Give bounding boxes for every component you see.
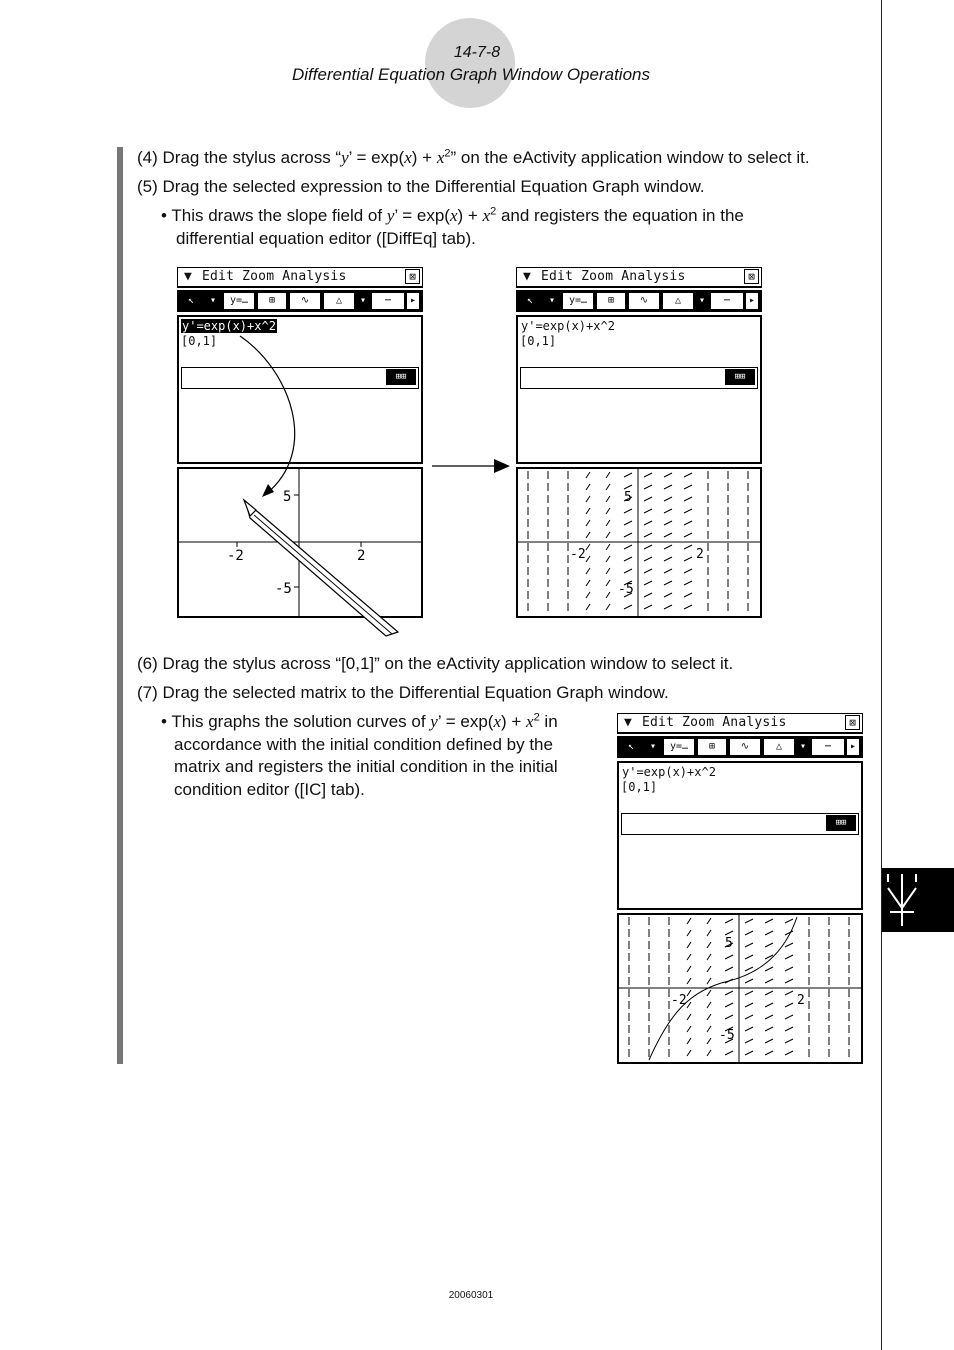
slope-mark — [606, 472, 610, 478]
tick-label-x-neg: -2 — [227, 548, 244, 564]
matrix-text[interactable]: [0,1] — [181, 334, 218, 348]
keypad-icon[interactable]: ⊞⊞ — [386, 369, 416, 385]
equation-button[interactable]: y=… — [663, 738, 695, 756]
slope-mark — [725, 919, 733, 923]
tick-label-y-neg: -5 — [719, 1028, 735, 1043]
slope-mark — [707, 918, 711, 924]
slope-mark — [745, 955, 753, 959]
graph-icon[interactable]: ∿ — [628, 292, 660, 310]
zoom-box-icon[interactable]: ⊞ — [257, 292, 287, 310]
slope-mark — [687, 1038, 691, 1044]
slope-mark — [725, 1003, 733, 1007]
slope-mark — [707, 1014, 711, 1020]
slope-mark — [785, 979, 793, 983]
grid-icon[interactable]: ⋯ — [371, 292, 405, 310]
slope-mark — [707, 1038, 711, 1044]
tick-label-y-pos: 5 — [725, 936, 733, 951]
slope-mark — [644, 605, 652, 609]
slope-mark — [725, 1051, 733, 1055]
slope-mark — [707, 990, 711, 996]
slope-mark — [745, 931, 753, 935]
slope-mark — [606, 604, 610, 610]
slope-mark — [687, 1026, 691, 1032]
input-line[interactable] — [621, 813, 859, 835]
slope-mark — [785, 1003, 793, 1007]
slope-mark — [606, 496, 610, 502]
grid-icon[interactable]: ⋯ — [811, 738, 845, 756]
drag-arrowhead — [262, 484, 274, 497]
pointer-icon[interactable]: ↖ — [518, 292, 542, 310]
chevron-down-icon[interactable]: ▾ — [205, 292, 221, 310]
slope-mark — [684, 509, 692, 513]
step-5: (5) Drag the selected expression to the Differential Equation Graph window. — [137, 177, 705, 196]
slope-mark — [586, 532, 590, 538]
slope-mark — [684, 569, 692, 573]
slope-mark — [586, 580, 590, 586]
tick-label-y-pos: 5 — [283, 489, 292, 505]
slope-mark — [664, 497, 672, 501]
chapter-tab — [882, 868, 954, 932]
slope-mark — [664, 569, 672, 573]
tick-label-x-pos: 2 — [357, 548, 366, 564]
stylus-icon — [244, 500, 398, 636]
slope-mark — [586, 604, 590, 610]
slope-mark — [765, 943, 773, 947]
step-6: (6) Drag the stylus across “[0,1]” on the eActivity application window to select it. — [137, 654, 734, 673]
slope-mark — [684, 593, 692, 597]
grid-icon[interactable]: ⋯ — [710, 292, 744, 310]
slope-field-svg — [518, 469, 760, 616]
slope-mark — [785, 991, 793, 995]
slope-mark — [606, 544, 610, 550]
slope-mark — [644, 581, 652, 585]
chevron-down-icon[interactable]: ▾ — [695, 292, 709, 310]
step-7: (7) Drag the selected matrix to the Differential Equation Graph window. — [137, 683, 669, 702]
tick-label-y-neg: -5 — [275, 581, 292, 597]
slope-mark — [586, 472, 590, 478]
slope-mark — [765, 1051, 773, 1055]
slope-mark — [586, 556, 590, 562]
slope-mark — [586, 520, 590, 526]
menu-items[interactable]: Edit Zoom Analysis — [202, 269, 347, 284]
slope-mark — [606, 508, 610, 514]
slope-mark — [745, 1015, 753, 1019]
sketch-icon[interactable]: △ — [662, 292, 694, 310]
slope-mark — [664, 557, 672, 561]
slope-mark — [664, 593, 672, 597]
slope-mark — [707, 930, 711, 936]
eactivity-window — [617, 761, 863, 910]
step-7-bullet: • This graphs the solution curves of y’ = $\exp(x) + x^2$ in — [161, 711, 558, 731]
slope-mark — [684, 581, 692, 585]
slope-mark — [725, 991, 733, 995]
slope-mark — [624, 521, 632, 525]
slope-mark — [684, 545, 692, 549]
slope-mark — [606, 484, 610, 490]
menu-bar — [617, 713, 863, 734]
slope-mark — [606, 532, 610, 538]
slope-mark — [765, 967, 773, 971]
scroll-right-icon[interactable]: ▸ — [745, 292, 759, 310]
slope-mark — [684, 497, 692, 501]
slope-mark — [664, 485, 672, 489]
close-icon[interactable]: ⊠ — [845, 715, 860, 730]
slope-mark — [586, 568, 590, 574]
menu-bar — [516, 267, 762, 288]
slope-mark — [785, 967, 793, 971]
slope-mark — [644, 473, 652, 477]
slope-mark — [664, 605, 672, 609]
tick-label-x-pos: 2 — [797, 993, 805, 1008]
slope-mark — [707, 1026, 711, 1032]
slope-mark — [765, 991, 773, 995]
keypad-icon[interactable]: ⊞⊞ — [725, 369, 755, 385]
slope-mark — [644, 485, 652, 489]
menu-arrow-icon[interactable]: ▼ — [624, 715, 632, 730]
slope-mark — [606, 520, 610, 526]
slope-mark — [687, 942, 691, 948]
tick-label-y-neg: -5 — [618, 582, 634, 597]
transition-arrowhead — [494, 459, 510, 473]
drag-path — [240, 336, 295, 494]
slope-mark — [725, 955, 733, 959]
slope-mark — [725, 931, 733, 935]
zoom-box-icon[interactable]: ⊞ — [697, 738, 727, 756]
equation-button[interactable]: y=… — [223, 292, 255, 310]
expression-text[interactable]: y'=exp(x)+x^2 — [622, 765, 716, 779]
slope-mark — [684, 605, 692, 609]
step-7-bullet-line4: condition editor ([IC] tab). — [174, 780, 365, 799]
slope-mark — [624, 509, 632, 513]
slope-mark — [624, 545, 632, 549]
slope-mark — [707, 954, 711, 960]
graph-window-solution-curve[interactable] — [617, 913, 863, 1064]
tree-icon — [882, 868, 954, 932]
slope-mark — [644, 545, 652, 549]
keypad-icon[interactable]: ⊞⊞ — [826, 815, 856, 831]
slope-mark — [745, 967, 753, 971]
slope-mark — [664, 533, 672, 537]
step-5-bullet-line2: differential equation editor ([DiffEq] tab). — [176, 229, 476, 248]
step-7-bullet-line3: matrix and registers the initial condition in the initial — [174, 757, 558, 776]
menu-arrow-icon[interactable]: ▼ — [184, 269, 192, 284]
slope-mark — [785, 943, 793, 947]
slope-mark — [664, 473, 672, 477]
page-title: Differential Equation Graph Window Operations — [292, 65, 650, 84]
slope-mark — [586, 508, 590, 514]
slope-mark — [586, 544, 590, 550]
slope-mark — [624, 473, 632, 477]
menu-items[interactable]: Edit Zoom Analysis — [541, 269, 686, 284]
close-icon[interactable]: ⊠ — [744, 269, 759, 284]
slope-mark — [664, 581, 672, 585]
slope-mark — [687, 954, 691, 960]
slope-mark — [664, 509, 672, 513]
eactivity-window — [516, 315, 762, 464]
slope-mark — [725, 967, 733, 971]
slope-mark — [687, 1014, 691, 1020]
slope-mark — [664, 521, 672, 525]
calc-screen-solution-curves — [617, 713, 863, 1064]
slope-mark — [684, 521, 692, 525]
chevron-down-icon[interactable]: ▾ — [544, 292, 560, 310]
slope-mark — [785, 919, 793, 923]
graph-icon[interactable]: ∿ — [729, 738, 761, 756]
close-icon[interactable]: ⊠ — [405, 269, 420, 284]
slope-mark — [765, 1015, 773, 1019]
slope-mark — [586, 592, 590, 598]
slope-mark — [765, 1003, 773, 1007]
menu-items[interactable]: Edit Zoom Analysis — [642, 715, 787, 730]
slope-mark — [687, 930, 691, 936]
graph-icon[interactable]: ∿ — [289, 292, 321, 310]
slope-mark — [745, 991, 753, 995]
slope-mark — [707, 966, 711, 972]
slope-mark — [606, 556, 610, 562]
slope-mark — [644, 557, 652, 561]
slope-mark — [765, 931, 773, 935]
pointer-icon[interactable]: ↖ — [619, 738, 643, 756]
slope-mark — [745, 1051, 753, 1055]
slope-mark — [586, 496, 590, 502]
step-7-bullet-line2: accordance with the initial condition defined by the — [174, 735, 553, 754]
slope-mark — [707, 942, 711, 948]
slope-mark — [586, 484, 590, 490]
slope-mark — [644, 533, 652, 537]
slope-mark — [644, 593, 652, 597]
slope-mark — [765, 1027, 773, 1031]
slope-mark — [606, 580, 610, 586]
tick-label-y-pos: 5 — [624, 490, 632, 505]
slope-mark — [644, 497, 652, 501]
slope-mark — [684, 485, 692, 489]
chevron-down-icon[interactable]: ▾ — [356, 292, 370, 310]
slope-mark — [644, 509, 652, 513]
slope-mark — [664, 545, 672, 549]
page-number: 14-7-8 — [453, 44, 501, 61]
scroll-right-icon[interactable]: ▸ — [406, 292, 420, 310]
slope-mark — [687, 1050, 691, 1056]
slope-mark — [725, 1015, 733, 1019]
pointer-icon[interactable]: ↖ — [179, 292, 203, 310]
step-4: (4) Drag the stylus across “y’ = $\exp(x) + x^2$” on the eActivity application window to select it. — [137, 147, 810, 167]
slope-mark — [785, 1039, 793, 1043]
expression-text[interactable]: y'=exp(x)+x^2 — [521, 319, 615, 333]
slope-mark — [644, 569, 652, 573]
slope-mark — [745, 1003, 753, 1007]
slope-mark — [687, 1002, 691, 1008]
slope-mark — [707, 978, 711, 984]
slope-mark — [745, 979, 753, 983]
chevron-down-icon[interactable]: ▾ — [796, 738, 810, 756]
graph-window-slope-field[interactable] — [516, 467, 762, 618]
slope-mark — [624, 533, 632, 537]
slope-mark — [624, 605, 632, 609]
slope-mark — [624, 569, 632, 573]
scroll-right-icon[interactable]: ▸ — [846, 738, 860, 756]
toolbar — [617, 736, 863, 758]
slope-mark — [707, 1002, 711, 1008]
slope-mark — [765, 1039, 773, 1043]
step-5-bullet: • This draws the slope field of y’ = $\exp(x) + x^2$ and registers the equation in the — [161, 205, 744, 225]
slope-mark — [624, 557, 632, 561]
slope-mark — [644, 521, 652, 525]
slope-mark — [785, 1027, 793, 1031]
slope-mark — [687, 918, 691, 924]
sketch-icon[interactable]: △ — [763, 738, 795, 756]
footer-code: 20060301 — [448, 1290, 494, 1301]
slope-mark — [687, 978, 691, 984]
matrix-text[interactable]: [0,1] — [520, 334, 557, 348]
menu-arrow-icon[interactable]: ▼ — [523, 269, 531, 284]
slope-mark — [765, 919, 773, 923]
toolbar — [516, 290, 762, 312]
slope-mark — [745, 943, 753, 947]
slope-mark — [687, 990, 691, 996]
slope-mark — [684, 473, 692, 477]
slope-mark — [745, 1027, 753, 1031]
solution-curve-svg — [619, 915, 861, 1062]
slope-mark — [707, 1050, 711, 1056]
chevron-down-icon[interactable]: ▾ — [645, 738, 661, 756]
expression-selected[interactable]: y'=exp(x)+x^2 — [182, 319, 276, 333]
slope-mark — [745, 1039, 753, 1043]
zoom-box-icon[interactable]: ⊞ — [596, 292, 626, 310]
tick-label-x-pos: 2 — [696, 547, 704, 562]
tick-label-x-neg: -2 — [570, 547, 586, 562]
tick-label-x-neg: -2 — [671, 993, 687, 1008]
slope-mark — [606, 568, 610, 574]
slope-mark — [606, 592, 610, 598]
slope-mark — [684, 533, 692, 537]
slope-mark — [785, 955, 793, 959]
slope-mark — [785, 1015, 793, 1019]
input-line[interactable] — [520, 367, 758, 389]
equation-button[interactable]: y=… — [562, 292, 594, 310]
slope-mark — [765, 979, 773, 983]
slope-mark — [684, 557, 692, 561]
slope-mark — [624, 485, 632, 489]
slope-mark — [785, 1051, 793, 1055]
matrix-text[interactable]: [0,1] — [621, 780, 658, 794]
sketch-icon[interactable]: △ — [323, 292, 355, 310]
slope-mark — [745, 919, 753, 923]
slope-mark — [687, 966, 691, 972]
calc-screen-slope-field — [516, 267, 762, 618]
